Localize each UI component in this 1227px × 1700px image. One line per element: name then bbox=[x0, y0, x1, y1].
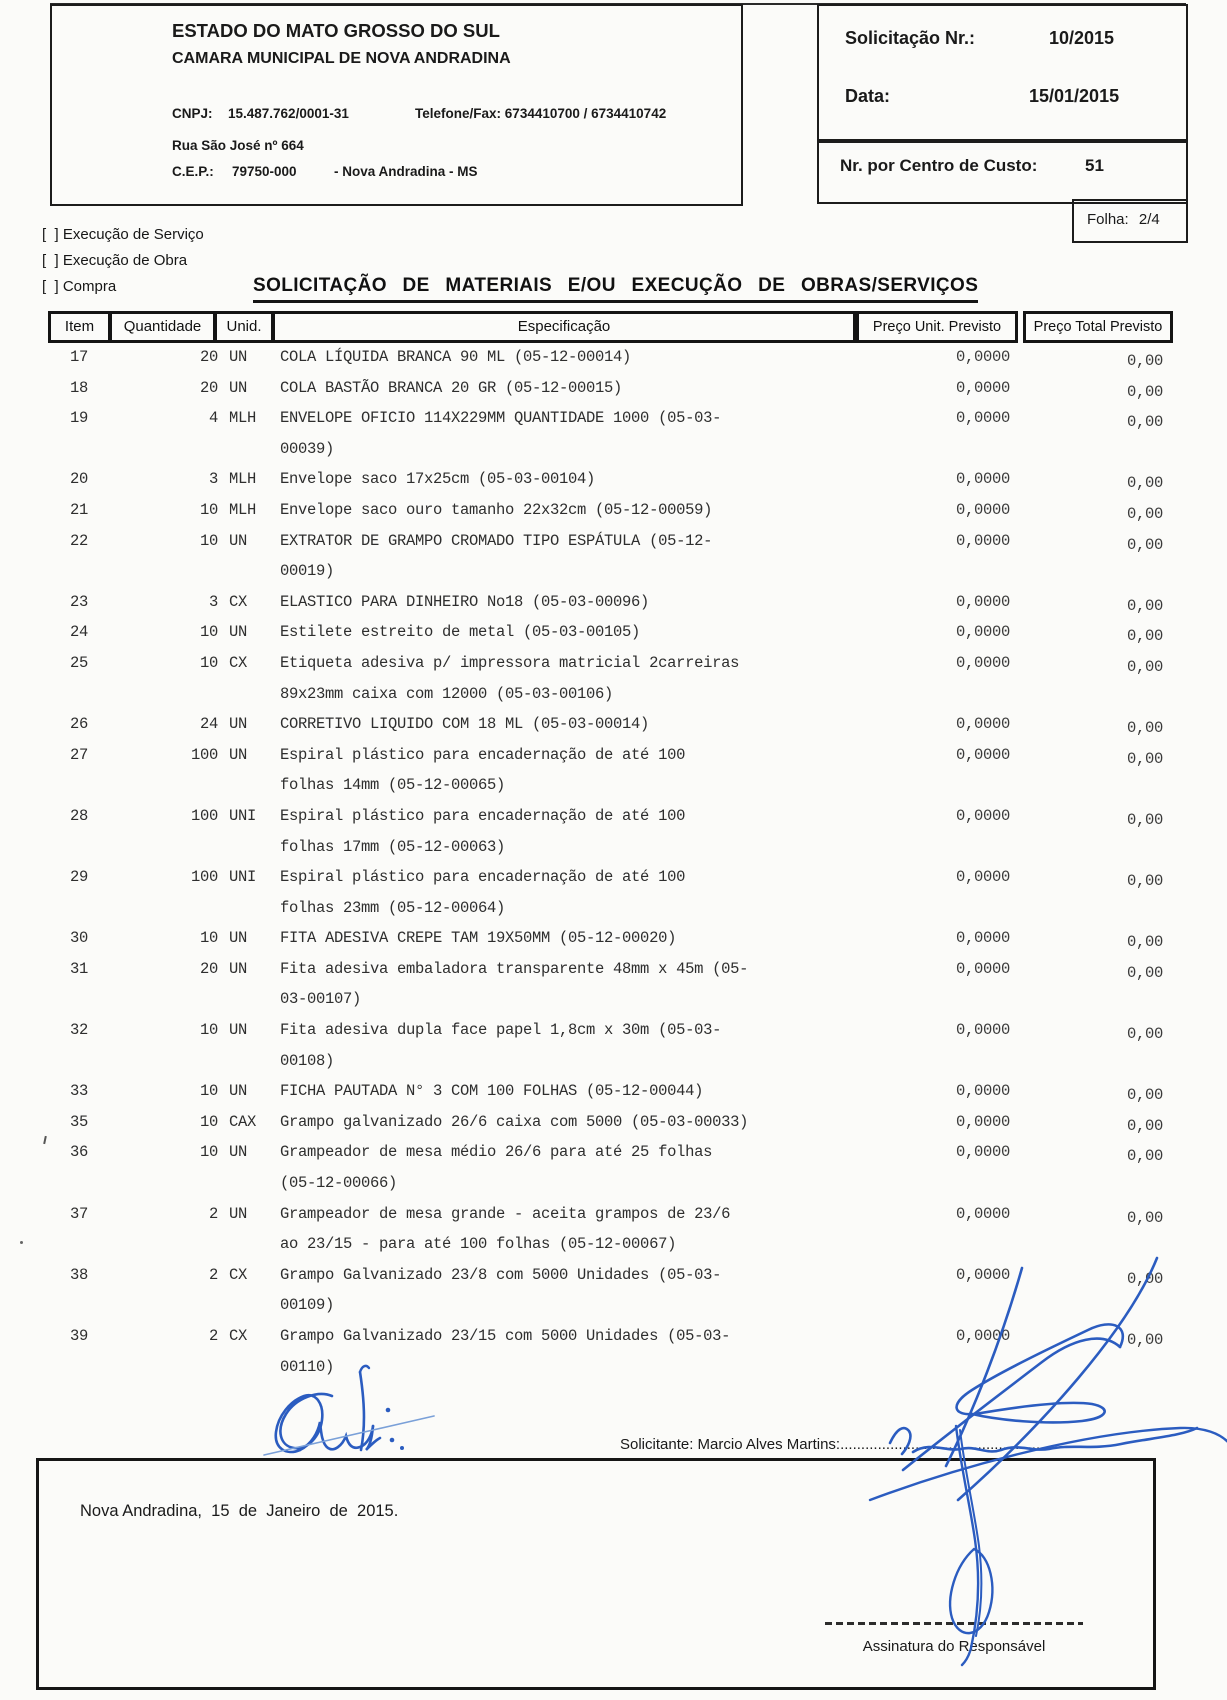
table-row bbox=[0, 709, 1227, 740]
cell-preco-unit: 0,0000 bbox=[955, 715, 1010, 734]
col-header-especificacao: Especificação bbox=[272, 311, 856, 343]
cell-preco-unit: 0,0000 bbox=[955, 653, 1010, 672]
folha-value: 2/4 bbox=[1138, 211, 1160, 228]
table-row bbox=[0, 648, 1227, 679]
footer-box bbox=[36, 1458, 1156, 1690]
table-row bbox=[0, 464, 1227, 495]
cell-especificacao: 89x23mm caixa com 12000 (05-03-00106) bbox=[280, 684, 614, 703]
cell-preco-unit: 0,0000 bbox=[955, 409, 1010, 428]
cell-item: 20 bbox=[69, 470, 88, 489]
cell-especificacao: Grampo galvanizado 26/6 caixa com 5000 (05-03-00033) bbox=[280, 1112, 749, 1131]
col-header-preco-unit: Preço Unit. Previsto bbox=[856, 311, 1018, 343]
col-header-unid: Unid. bbox=[214, 311, 274, 343]
cell-quantidade: 10 bbox=[199, 531, 218, 550]
cell-especificacao: COLA LÍQUIDA BRANCA 90 ML (05-12-00014) bbox=[280, 348, 632, 366]
cell-unid: CAX bbox=[229, 1112, 257, 1131]
cell-especificacao: (05-12-00066) bbox=[280, 1174, 398, 1193]
cell-especificacao: 03-00107) bbox=[280, 990, 362, 1009]
cell-quantidade: 100 bbox=[190, 868, 218, 887]
cell-item: 30 bbox=[69, 929, 88, 948]
table-row bbox=[0, 801, 1227, 832]
cell-preco-total: 0,00 bbox=[1126, 657, 1163, 676]
cell-item: 18 bbox=[69, 378, 88, 397]
cell-especificacao: Grampeador de mesa grande - aceita grampos de 23/6 bbox=[280, 1204, 731, 1223]
cell-quantidade: 10 bbox=[199, 653, 218, 672]
checkbox-label: Execução de Serviço bbox=[62, 226, 204, 243]
cell-preco-total: 0,00 bbox=[1126, 933, 1163, 952]
cell-unid: UN bbox=[229, 623, 248, 642]
folha-label: Folha: bbox=[1087, 211, 1129, 228]
cell-item: 23 bbox=[69, 592, 88, 611]
cell-especificacao: FICHA PAUTADA N° 3 COM 100 FOLHAS (05-12-00044) bbox=[280, 1082, 704, 1101]
org-subtitle: CAMARA MUNICIPAL DE NOVA ANDRADINA bbox=[172, 50, 511, 67]
cell-especificacao: Etiqueta adesiva p/ impressora matricial 2carreiras bbox=[280, 653, 740, 672]
cell-unid: UN bbox=[229, 378, 248, 397]
data-value: 15/01/2015 bbox=[1029, 86, 1120, 106]
cell-especificacao: Estilete estreito de metal (05-03-00105) bbox=[280, 623, 641, 642]
checkbox-brackets: [ ] bbox=[42, 278, 59, 295]
cell-item: 19 bbox=[69, 409, 88, 428]
cell-especificacao: Grampeador de mesa médio 26/6 para até 25 folhas bbox=[280, 1143, 713, 1162]
cell-quantidade: 20 bbox=[199, 378, 218, 397]
checkbox-execucao-obra bbox=[42, 252, 187, 269]
cost-center-value: 51 bbox=[1085, 156, 1104, 175]
phone-value: 6734410700 / 6734410742 bbox=[504, 106, 667, 121]
cell-quantidade: 2 bbox=[208, 1327, 218, 1345]
cell-item: 29 bbox=[69, 868, 88, 887]
checkbox-label: Compra bbox=[62, 278, 117, 295]
cell-especificacao: folhas 17mm (05-12-00063) bbox=[280, 837, 506, 856]
table-body bbox=[0, 342, 1227, 1382]
table-row-continuation bbox=[0, 1046, 1227, 1077]
cell-item: 37 bbox=[69, 1204, 88, 1223]
cell-preco-total: 0,00 bbox=[1126, 627, 1163, 646]
cell-item: 25 bbox=[69, 653, 88, 672]
cell-especificacao: Envelope saco 17x25cm (05-03-00104) bbox=[280, 470, 596, 489]
table-row-continuation bbox=[0, 679, 1227, 710]
date-line: Nova Andradina, 15 de Janeiro de 2015. bbox=[80, 1502, 399, 1520]
cost-center-label: Nr. por Centro de Custo: bbox=[840, 156, 1038, 175]
cell-item: 35 bbox=[69, 1112, 88, 1131]
cell-quantidade: 20 bbox=[199, 959, 218, 978]
cell-preco-total: 0,00 bbox=[1126, 352, 1163, 370]
table-row bbox=[0, 403, 1227, 434]
cell-especificacao: 00019) bbox=[280, 562, 335, 581]
cell-quantidade: 24 bbox=[199, 715, 218, 734]
cell-item: 28 bbox=[69, 806, 88, 825]
cell-unid: UNI bbox=[229, 868, 257, 887]
cell-item: 21 bbox=[69, 500, 88, 519]
cell-preco-unit: 0,0000 bbox=[955, 806, 1010, 825]
col-header-item: Item bbox=[48, 311, 111, 343]
cell-preco-unit: 0,0000 bbox=[955, 1265, 1010, 1284]
cell-especificacao: Espiral plástico para encadernação de até 100 bbox=[280, 868, 686, 887]
phone-label: Telefone/Fax: bbox=[415, 106, 502, 121]
cell-preco-total: 0,00 bbox=[1126, 963, 1163, 982]
cell-preco-unit: 0,0000 bbox=[955, 1327, 1010, 1345]
cell-unid: UN bbox=[229, 745, 248, 764]
table-row-continuation bbox=[0, 893, 1227, 924]
cell-quantidade: 100 bbox=[190, 806, 218, 825]
cell-unid: MLH bbox=[229, 470, 257, 489]
cell-unid: UN bbox=[229, 715, 248, 734]
cell-preco-total: 0,00 bbox=[1126, 810, 1163, 829]
col-header-quantidade: Quantidade bbox=[109, 311, 216, 343]
cell-preco-total: 0,00 bbox=[1126, 719, 1163, 738]
cell-preco-total: 0,00 bbox=[1126, 749, 1163, 768]
table-row bbox=[0, 587, 1227, 618]
solicitacao-label: Solicitação Nr.: bbox=[845, 28, 976, 48]
cell-preco-total: 0,00 bbox=[1126, 504, 1163, 523]
cell-quantidade: 100 bbox=[190, 745, 218, 764]
cell-quantidade: 10 bbox=[199, 623, 218, 642]
cell-item: 17 bbox=[69, 348, 88, 366]
cell-quantidade: 10 bbox=[199, 500, 218, 519]
cell-quantidade: 10 bbox=[199, 929, 218, 948]
cell-especificacao: 00039) bbox=[280, 439, 335, 458]
cnpj-value: 15.487.762/0001-31 bbox=[228, 106, 349, 121]
cell-unid: CX bbox=[229, 1327, 248, 1345]
table-row bbox=[0, 1321, 1227, 1352]
cell-preco-unit: 0,0000 bbox=[955, 378, 1010, 397]
cell-preco-unit: 0,0000 bbox=[955, 1021, 1010, 1040]
folha-line bbox=[1087, 211, 1160, 228]
responsible-signature-line bbox=[825, 1622, 1083, 1625]
cell-unid: CX bbox=[229, 592, 248, 611]
cell-preco-unit: 0,0000 bbox=[955, 959, 1010, 978]
cell-especificacao: 00109) bbox=[280, 1296, 335, 1315]
cell-quantidade: 2 bbox=[208, 1265, 218, 1284]
cell-preco-total: 0,00 bbox=[1126, 1147, 1163, 1166]
checkbox-brackets: [ ] bbox=[42, 226, 59, 243]
cell-unid: UN bbox=[229, 348, 248, 366]
cell-especificacao: Grampo Galvanizado 23/8 com 5000 Unidades (05-03- bbox=[280, 1265, 722, 1284]
table-row bbox=[0, 526, 1227, 557]
table-row bbox=[0, 373, 1227, 404]
cell-unid: UN bbox=[229, 959, 248, 978]
checkbox-label: Execução de Obra bbox=[62, 252, 188, 269]
assinatura-label: Assinatura do Responsável bbox=[862, 1638, 1046, 1655]
street-line: Rua São José nº 664 bbox=[172, 138, 304, 153]
table-row-continuation bbox=[0, 1352, 1227, 1383]
city-value: - Nova Andradina - MS bbox=[334, 164, 478, 179]
cell-preco-total: 0,00 bbox=[1126, 872, 1163, 891]
cell-item: 32 bbox=[69, 1021, 88, 1040]
table-row bbox=[0, 740, 1227, 771]
cell-quantidade: 10 bbox=[199, 1112, 218, 1131]
cell-unid: CX bbox=[229, 1265, 248, 1284]
cell-unid: MLH bbox=[229, 500, 257, 519]
cell-especificacao: folhas 23mm (05-12-00064) bbox=[280, 898, 506, 917]
table-row bbox=[0, 1260, 1227, 1291]
cell-unid: UN bbox=[229, 531, 248, 550]
cell-especificacao: Fita adesiva dupla face papel 1,8cm x 30m (05-03- bbox=[280, 1021, 722, 1040]
table-row-continuation bbox=[0, 556, 1227, 587]
table-row-continuation bbox=[0, 770, 1227, 801]
cell-unid: UN bbox=[229, 1143, 248, 1162]
cell-preco-unit: 0,0000 bbox=[955, 1082, 1010, 1101]
table-row bbox=[0, 1199, 1227, 1230]
cell-especificacao: EXTRATOR DE GRAMPO CROMADO TIPO ESPÁTULA (05-12- bbox=[280, 531, 713, 550]
cell-item: 22 bbox=[69, 531, 88, 550]
solicitante-label: Solicitante: Marcio Alves Martins: bbox=[620, 1436, 841, 1453]
cell-preco-unit: 0,0000 bbox=[955, 531, 1010, 550]
cell-preco-total: 0,00 bbox=[1126, 1331, 1163, 1349]
cnpj-label: CNPJ: bbox=[172, 106, 213, 121]
cell-preco-unit: 0,0000 bbox=[955, 745, 1010, 764]
cell-quantidade: 10 bbox=[199, 1143, 218, 1162]
table-row bbox=[0, 1137, 1227, 1168]
cell-item: 38 bbox=[69, 1265, 88, 1284]
cell-especificacao: Grampo Galvanizado 23/15 com 5000 Unidades (05-03- bbox=[280, 1327, 731, 1345]
cell-unid: UN bbox=[229, 1204, 248, 1223]
data-label: Data: bbox=[845, 86, 891, 106]
cell-especificacao: Envelope saco ouro tamanho 22x32cm (05-12-00059) bbox=[280, 500, 713, 519]
table-row bbox=[0, 1076, 1227, 1107]
checkbox-execucao-servico bbox=[42, 226, 204, 243]
table-row-continuation bbox=[0, 1229, 1227, 1260]
cell-preco-total: 0,00 bbox=[1126, 1269, 1163, 1288]
cell-especificacao: Espiral plástico para encadernação de até 100 bbox=[280, 745, 686, 764]
table-row bbox=[0, 617, 1227, 648]
table-row bbox=[0, 954, 1227, 985]
cell-unid: UN bbox=[229, 1021, 248, 1040]
cell-preco-total: 0,00 bbox=[1126, 596, 1163, 615]
cell-preco-unit: 0,0000 bbox=[955, 1112, 1010, 1131]
cell-unid: UN bbox=[229, 929, 248, 948]
cell-unid: UN bbox=[229, 1082, 248, 1101]
table-row bbox=[0, 342, 1227, 373]
cell-quantidade: 2 bbox=[208, 1204, 218, 1223]
cell-especificacao: folhas 14mm (05-12-00065) bbox=[280, 776, 506, 795]
cell-especificacao: 00110) bbox=[280, 1357, 335, 1376]
cell-item: 26 bbox=[69, 715, 88, 734]
cell-preco-total: 0,00 bbox=[1126, 1116, 1163, 1135]
cell-especificacao: ao 23/15 - para até 100 folhas (05-12-00067) bbox=[280, 1235, 677, 1254]
table-row-continuation bbox=[0, 434, 1227, 465]
cell-preco-unit: 0,0000 bbox=[955, 1204, 1010, 1223]
cell-item: 39 bbox=[69, 1327, 88, 1345]
table-row bbox=[0, 923, 1227, 954]
col-header-preco-total: Preço Total Previsto bbox=[1023, 311, 1173, 343]
cell-especificacao: ELASTICO PARA DINHEIRO No18 (05-03-00096) bbox=[280, 592, 650, 611]
cell-unid: MLH bbox=[229, 409, 257, 428]
table-row-continuation bbox=[0, 832, 1227, 863]
cell-quantidade: 4 bbox=[208, 409, 218, 428]
cell-especificacao: FITA ADESIVA CREPE TAM 19X50MM (05-12-00020) bbox=[280, 929, 677, 948]
cell-especificacao: Fita adesiva embaladora transparente 48mm x 45m (05- bbox=[280, 959, 749, 978]
table-row bbox=[0, 495, 1227, 526]
solicitacao-value: 10/2015 bbox=[1049, 28, 1115, 48]
cell-preco-unit: 0,0000 bbox=[955, 348, 1010, 366]
table-row bbox=[0, 862, 1227, 893]
cell-preco-total: 0,00 bbox=[1126, 535, 1163, 554]
cell-item: 31 bbox=[69, 959, 88, 978]
cell-especificacao: COLA BASTÃO BRANCA 20 GR (05-12-00015) bbox=[280, 378, 623, 397]
cell-preco-unit: 0,0000 bbox=[955, 592, 1010, 611]
table-row-continuation bbox=[0, 1290, 1227, 1321]
scan-artifact-dot bbox=[20, 1241, 23, 1244]
cell-quantidade: 3 bbox=[208, 592, 218, 611]
cell-preco-total: 0,00 bbox=[1126, 382, 1163, 401]
cell-unid: UNI bbox=[229, 806, 257, 825]
table-row bbox=[0, 1015, 1227, 1046]
org-name: ESTADO DO MATO GROSSO DO SUL bbox=[172, 20, 500, 41]
cell-quantidade: 20 bbox=[199, 348, 218, 366]
cell-quantidade: 10 bbox=[199, 1021, 218, 1040]
table-row-continuation bbox=[0, 984, 1227, 1015]
table-row bbox=[0, 1107, 1227, 1138]
cell-preco-total: 0,00 bbox=[1126, 413, 1163, 432]
cell-preco-total: 0,00 bbox=[1126, 474, 1163, 493]
cell-quantidade: 10 bbox=[199, 1082, 218, 1101]
checkbox-compra bbox=[42, 278, 116, 295]
cell-preco-unit: 0,0000 bbox=[955, 623, 1010, 642]
cell-preco-unit: 0,0000 bbox=[955, 868, 1010, 887]
cell-especificacao: CORRETIVO LIQUIDO COM 18 ML (05-03-00014) bbox=[280, 715, 650, 734]
cell-quantidade: 3 bbox=[208, 470, 218, 489]
cep-label: C.E.P.: bbox=[172, 164, 214, 179]
solicitante-line bbox=[620, 1436, 1048, 1453]
cell-preco-unit: 0,0000 bbox=[955, 500, 1010, 519]
phone-line bbox=[415, 106, 666, 121]
cell-especificacao: 00108) bbox=[280, 1051, 335, 1070]
cell-preco-total: 0,00 bbox=[1126, 1208, 1163, 1227]
cell-especificacao: ENVELOPE OFICIO 114X229MM QUANTIDADE 1000 (05-03- bbox=[280, 409, 722, 428]
cell-item: 36 bbox=[69, 1143, 88, 1162]
cell-item: 27 bbox=[69, 745, 88, 764]
cell-item: 33 bbox=[69, 1082, 88, 1101]
cell-preco-unit: 0,0000 bbox=[955, 470, 1010, 489]
cell-preco-unit: 0,0000 bbox=[955, 1143, 1010, 1162]
cell-preco-total: 0,00 bbox=[1126, 1086, 1163, 1105]
cell-preco-unit: 0,0000 bbox=[955, 929, 1010, 948]
request-number-box bbox=[817, 4, 1188, 141]
checkbox-brackets: [ ] bbox=[42, 252, 59, 269]
form-title: SOLICITAÇÃO DE MATERIAIS E/OU EXECUÇÃO DE OBRAS/SERVIÇOS bbox=[253, 275, 978, 303]
cell-especificacao: Espiral plástico para encadernação de até 100 bbox=[280, 806, 686, 825]
solicitante-dotted-line: .................................................. bbox=[840, 1436, 1049, 1453]
table-row-continuation bbox=[0, 1168, 1227, 1199]
cell-preco-total: 0,00 bbox=[1126, 1025, 1163, 1044]
cell-item: 24 bbox=[69, 623, 88, 642]
cell-unid: CX bbox=[229, 653, 248, 672]
cep-value: 79750-000 bbox=[232, 164, 297, 179]
